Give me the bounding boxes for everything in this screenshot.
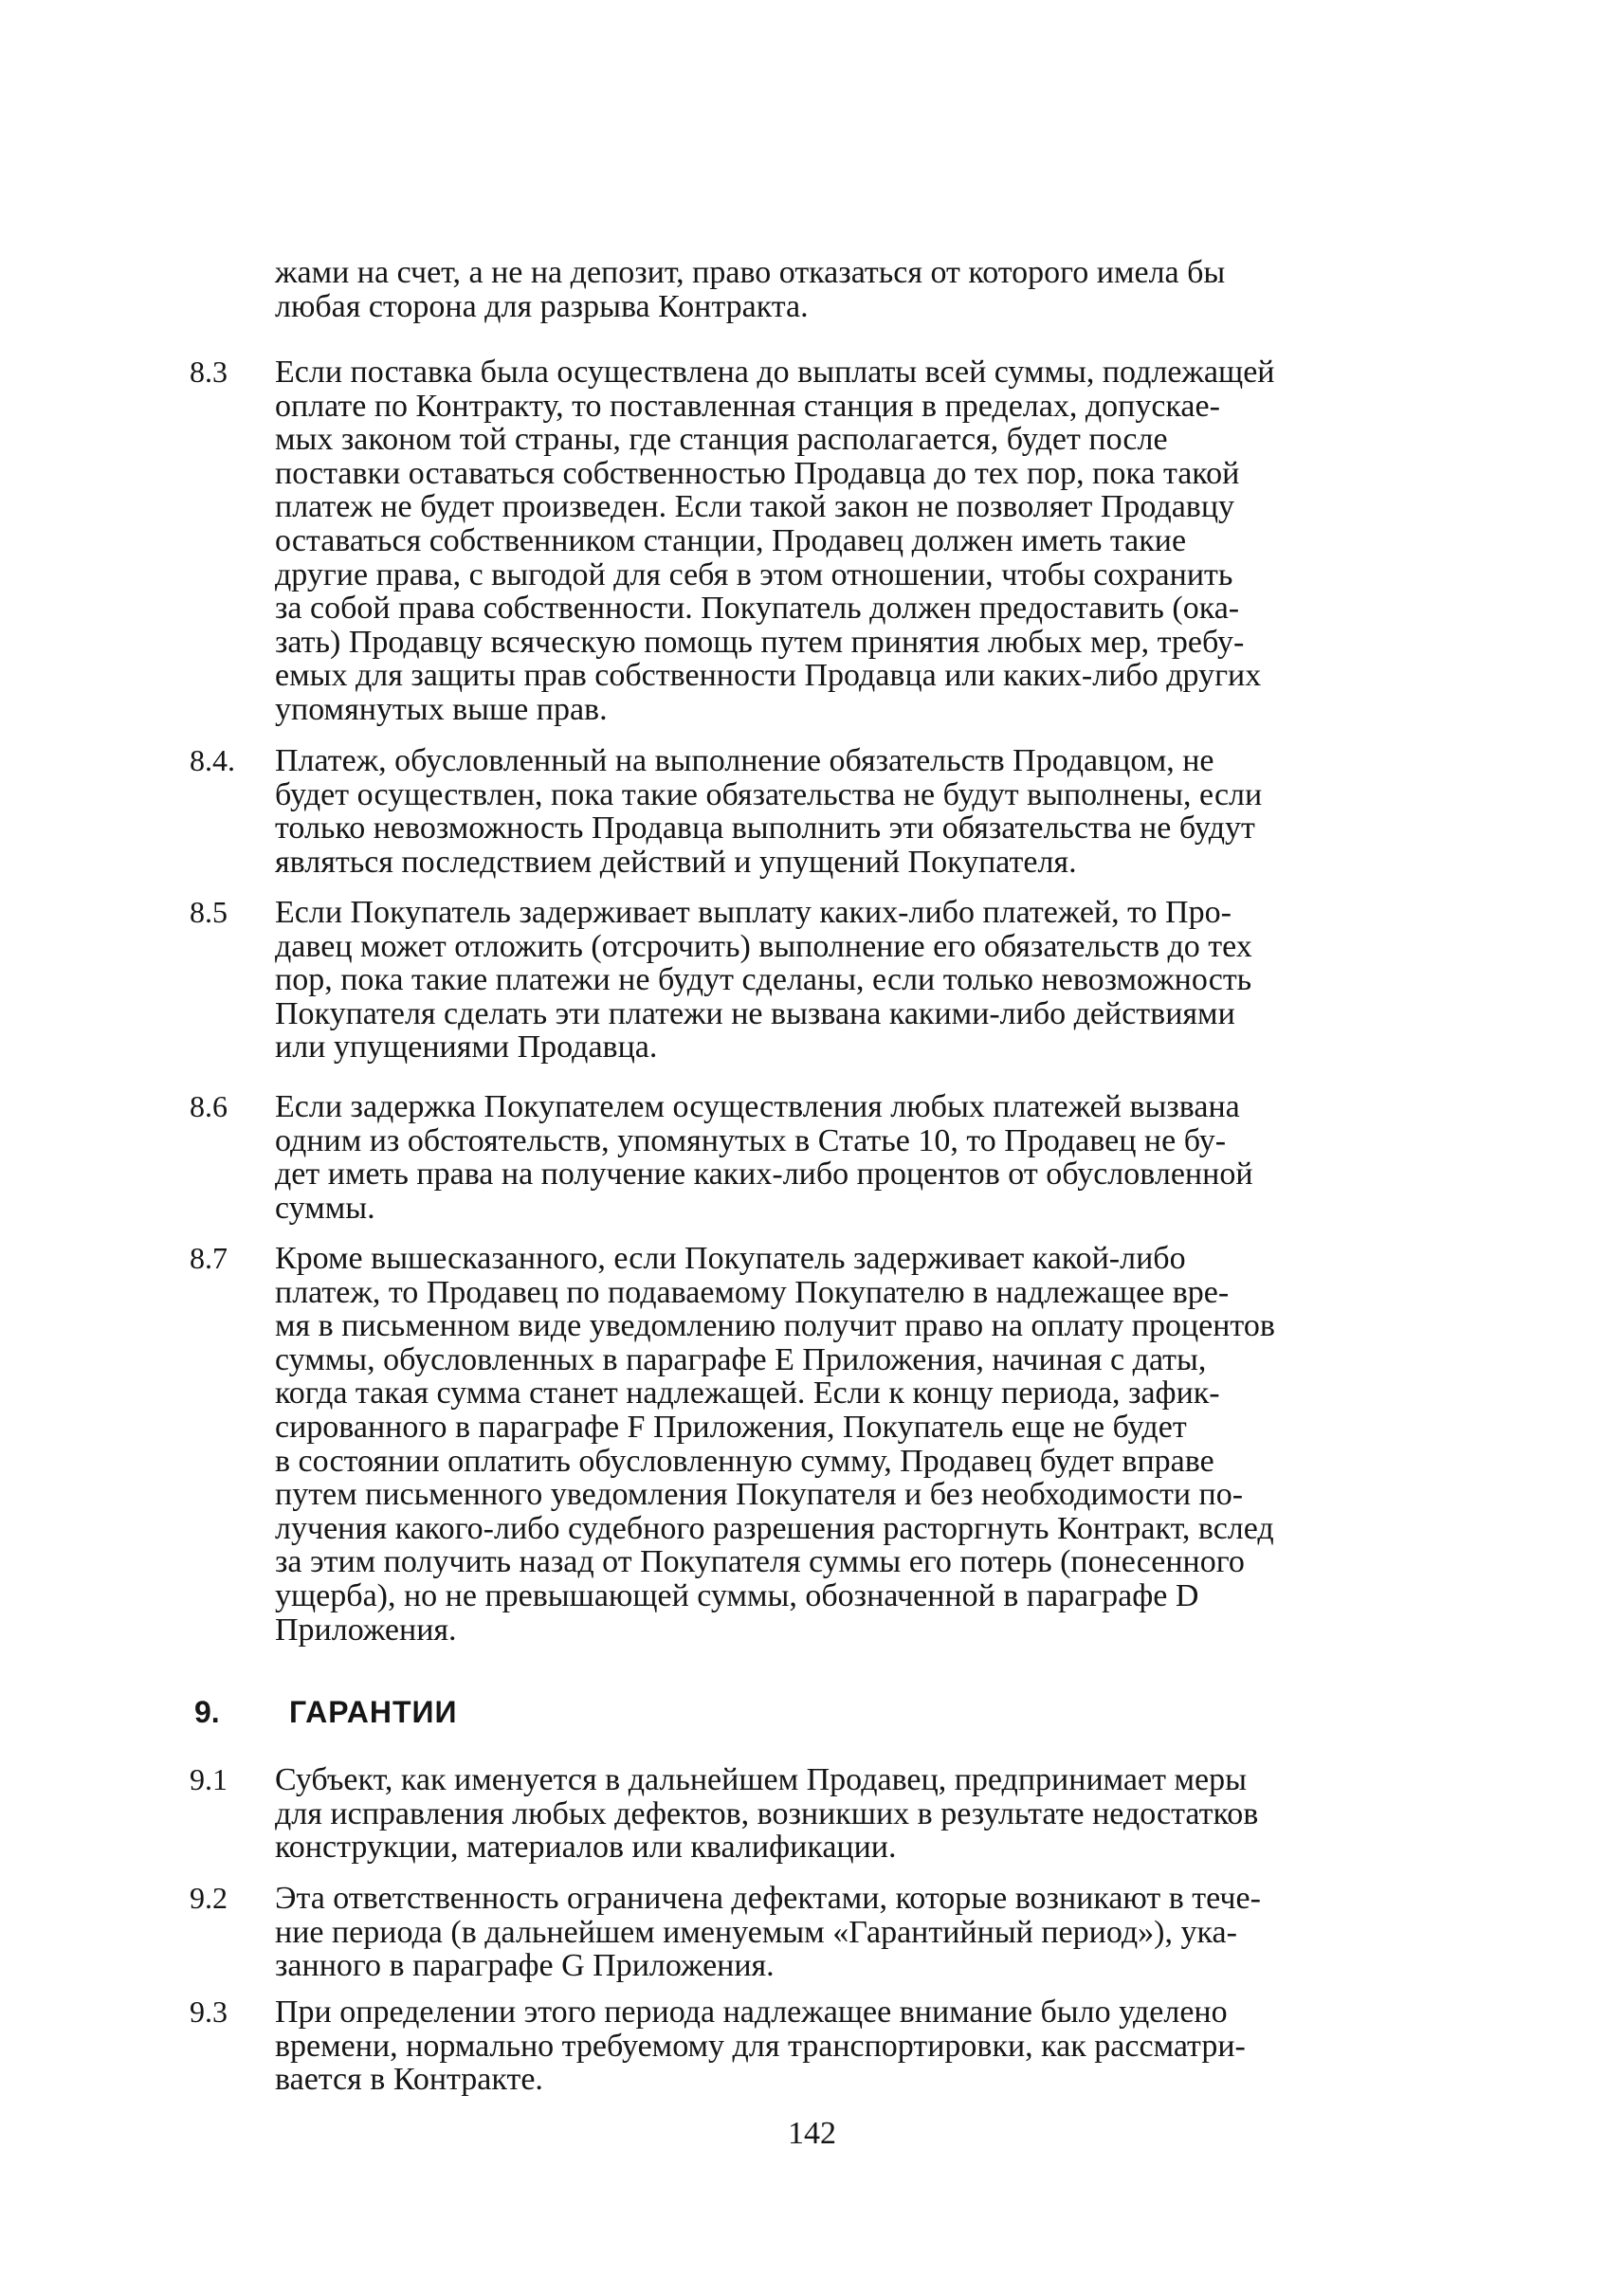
page-number: 142 xyxy=(788,2116,836,2151)
clause-number-8-3: 8.3 xyxy=(190,355,228,389)
clause-text-8-4: Платеж, обусловленный на выполнение обязательств Продавцом, не будет осуществлен, пока такие обязательства не будут выполнены, если только невозможность Продавца выполнить эти обязательства не будут являться последствием действий и упущений Покупателя. xyxy=(275,743,1263,880)
continuation-paragraph: жами на счет, а не на депозит, право отказаться от которого имела бы любая сторона для разрыва Контракта. xyxy=(275,255,1226,324)
clause-number-8-7: 8.7 xyxy=(190,1241,228,1275)
clause-text-8-5: Если Покупатель задерживает выплату каких-либо платежей, то Про- давец может отложить (отсрочить) выполнение его обязательств до тех пор, пока такие платежи не будут сделаны, если только невозможность Покупателя сделать эти платежи не вызвана какими-либо действиями или упущениями Продавца. xyxy=(275,895,1252,1066)
section-title: ГАРАНТИИ xyxy=(289,1695,458,1729)
clause-number-9-2: 9.2 xyxy=(190,1881,228,1915)
clause-number-8-5: 8.5 xyxy=(190,895,228,929)
clause-number-9-3: 9.3 xyxy=(190,1994,228,2029)
clause-text-9-3: При определении этого периода надлежащее внимание было уделено времени, нормально требуемому для транспортировки, как рассматри- вается в Контракте. xyxy=(275,1994,1246,2098)
clause-number-8-4: 8.4. xyxy=(190,743,235,777)
clause-text-8-7: Кроме вышесказанного, если Покупатель задерживает какой-либо платеж, то Продавец по подаваемому Покупателю в надлежащее вре- мя в письменном виде уведомлению получит право на оплату процентов суммы, обусловленных в параграфе Е Приложения, начиная с даты, когда такая сумма станет надлежащей. Если к концу периода, зафик- сированного в параграфе F Приложения, Покупатель еще не будет в состоянии оплатить обусловленную сумму, Продавец будет вправе путем письменного уведомления Покупателя и без необходимости по- лучения какого-либо судебного разрешения расторгнуть Контракт, вслед за этим получить назад от Покупателя суммы его потерь (понесенного ущерба), но не превышающей суммы, обозначенной в параграфе D Приложения. xyxy=(275,1241,1275,1648)
clause-number-8-6: 8.6 xyxy=(190,1089,228,1123)
clause-text-8-3: Если поставка была осуществлена до выплаты всей суммы, подлежащей оплате по Контракту, то поставленная станция в пределах, допускае- мых законом той страны, где станция располагается, будет после поставки оставаться собственностью Продавца до тех пор, пока такой платеж не будет произведен. Если такой закон не позволяет Продавцу оставаться собственником станции, Продавец должен иметь такие другие права, с выгодой для себя в этом отношении, чтобы сохранить за собой права собственности. Покупатель должен предоставить (ока- зать) Продавцу всяческую помощь путем принятия любых мер, требу- емых для защиты прав собственности Продавца или каких-либо других упомянутых выше прав. xyxy=(275,355,1275,727)
clause-number-9-1: 9.1 xyxy=(190,1762,228,1796)
clause-text-9-2: Эта ответственность ограничена дефектами, которые возникают в тече- ние периода (в дальнейшем именуемым «Гарантийный период»), ука- занного в параграфе G Приложения. xyxy=(275,1881,1261,1984)
clause-text-8-6: Если задержка Покупателем осуществления любых платежей вызвана одним из обстоятельств, упомянутых в Статье 10, то Продавец не бу- дет иметь права на получение каких-либо процентов от обусловленной суммы. xyxy=(275,1089,1253,1226)
clause-text-9-1: Субъект, как именуется в дальнейшем Продавец, предпринимает меры для исправления любых дефектов, возникших в результате недостатков конструкции, материалов или квалификации. xyxy=(275,1762,1259,1866)
section-number: 9. xyxy=(194,1695,220,1729)
